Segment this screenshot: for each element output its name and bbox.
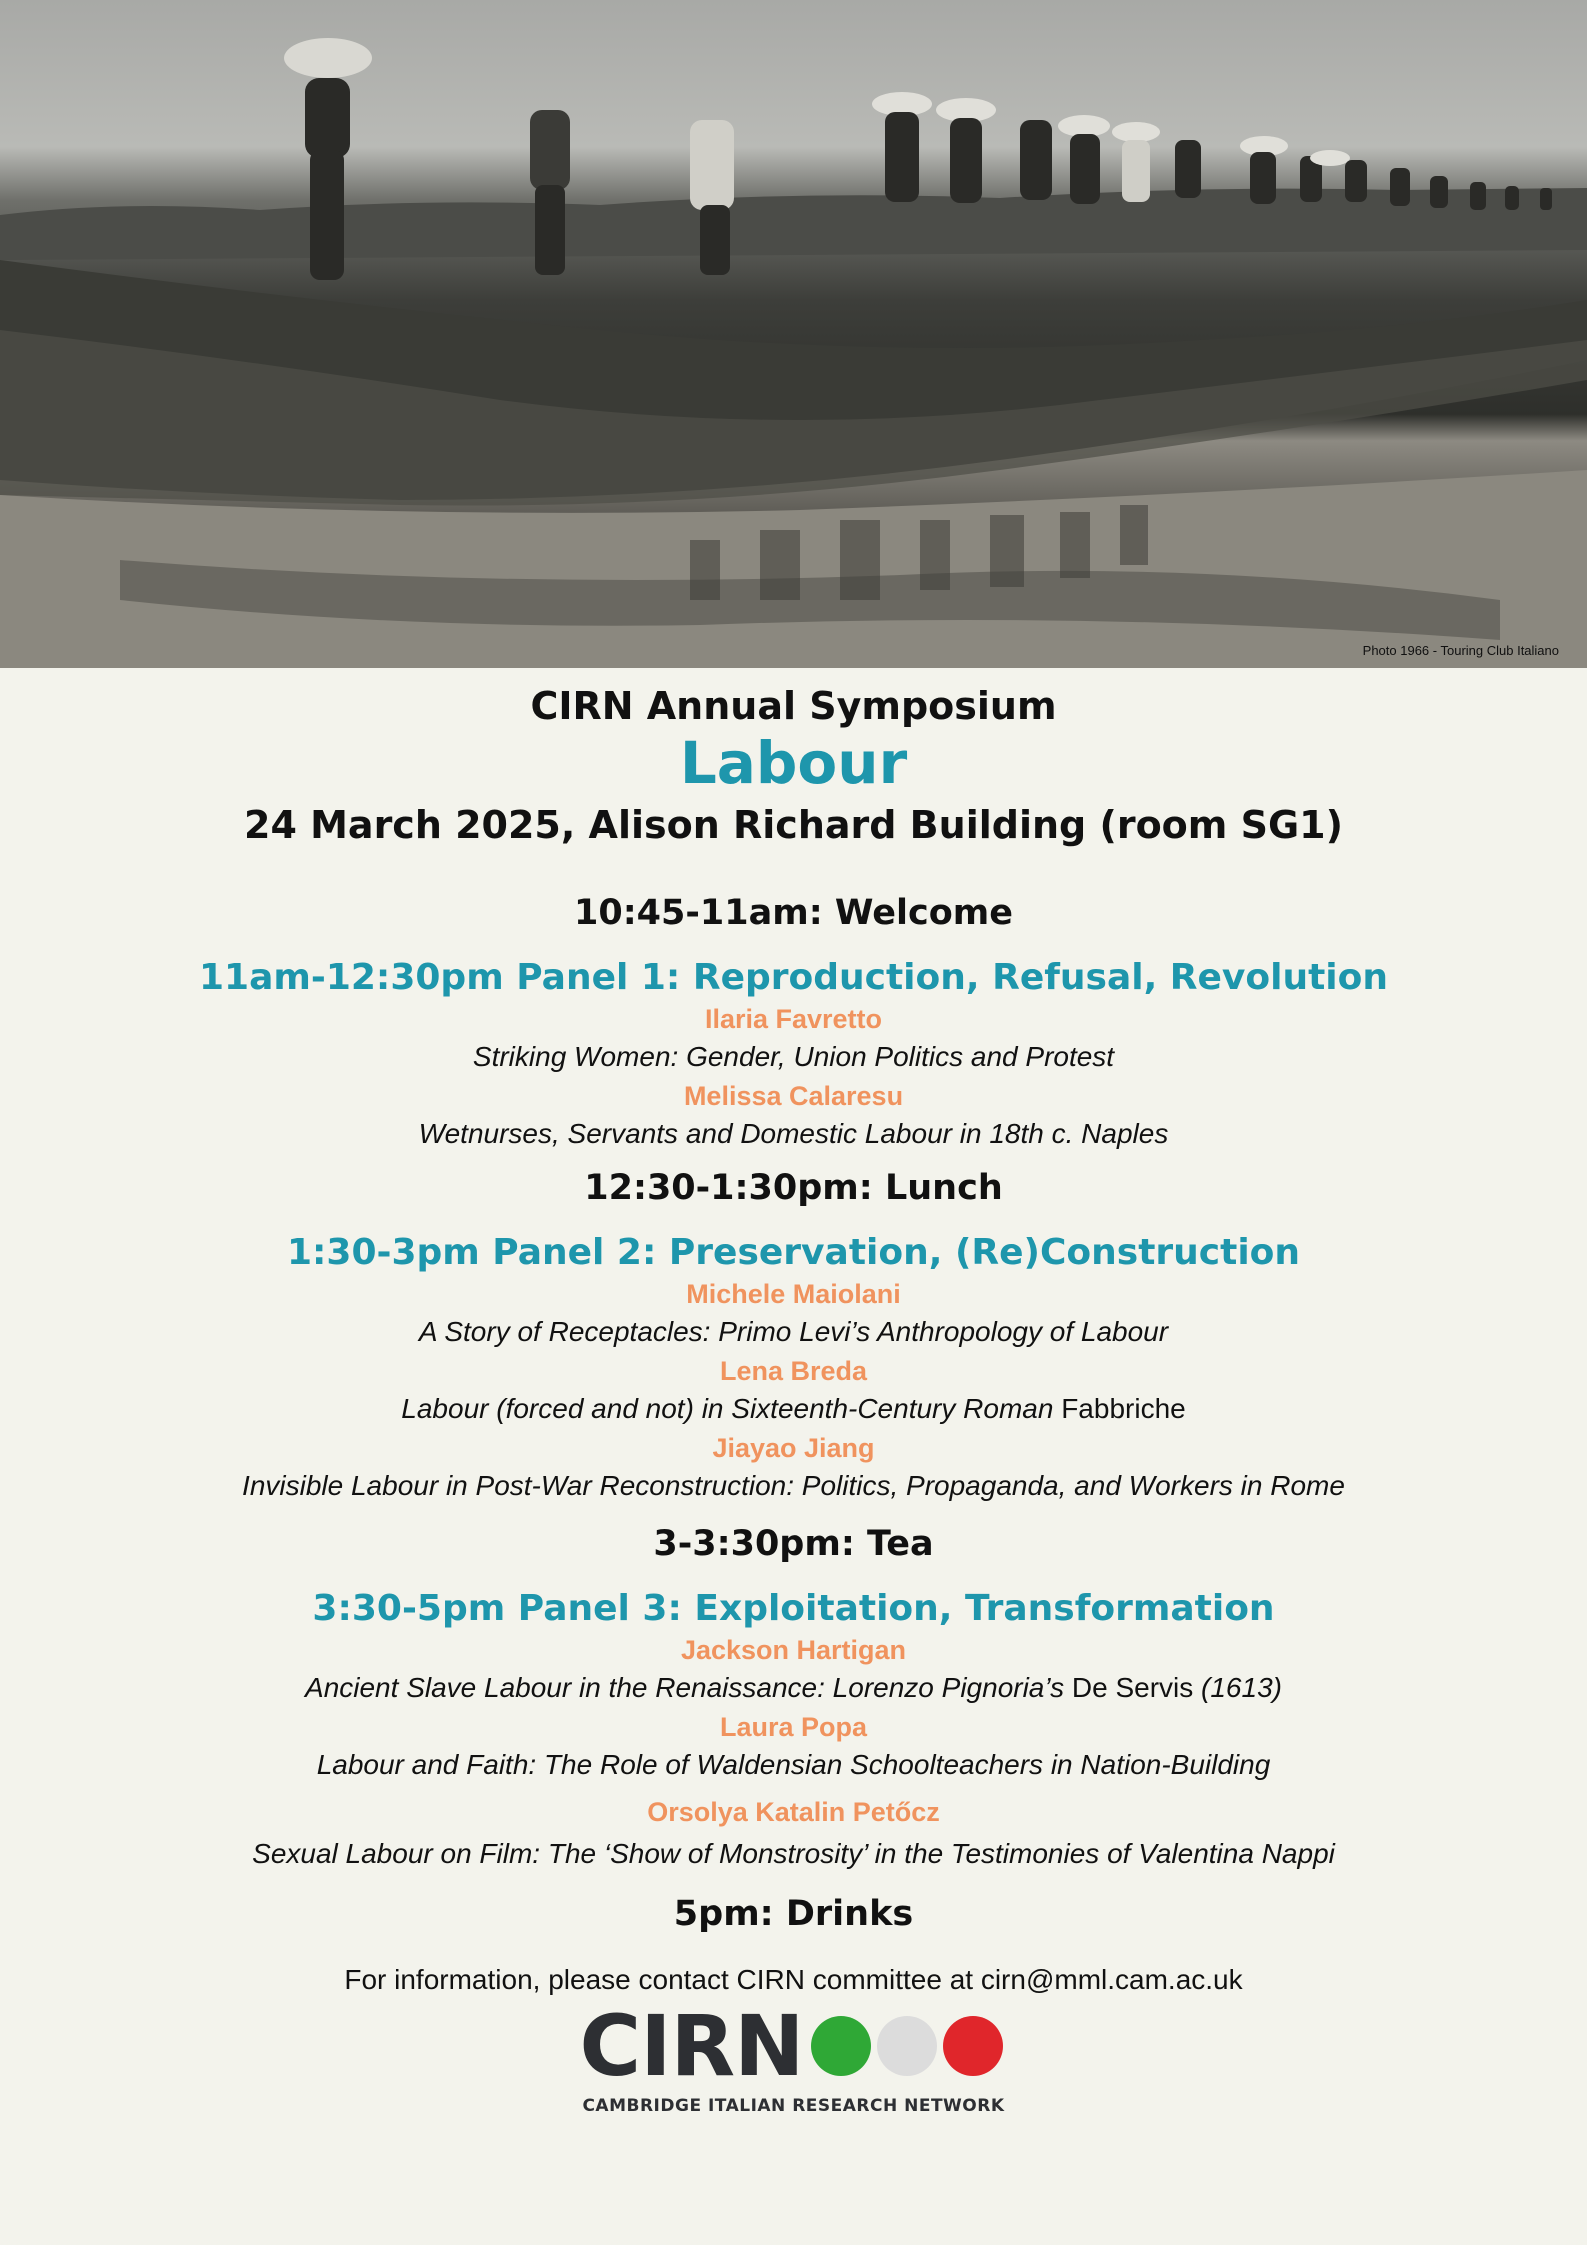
lunch-slot: 12:30-1:30pm: Lunch [584, 1167, 1003, 1208]
contact-line: For information, please contact CIRN committee at cirn@mml.cam.ac.uk [344, 1963, 1243, 1995]
photo-credit: Photo 1966 - Touring Club Italiano [1362, 643, 1559, 658]
speaker-name: Jackson Hartigan [680, 1634, 907, 1665]
talk-title: Wetnurses, Servants and Domestic Labour in 18th c. Naples [418, 1117, 1169, 1149]
talk-title-roman: De Servis [1071, 1671, 1194, 1703]
welcome-slot: 10:45-11am: Welcome [573, 892, 1013, 933]
event-program [0, 684, 1587, 2116]
talk-title-italic: Ancient Slave Labour in the Renaissance: Lorenzo Pignoria’s [305, 1671, 1065, 1703]
speaker-name: Melissa Calaresu [683, 1080, 904, 1111]
flag-dot-green [811, 2016, 871, 2076]
italian-flag-dots-icon [807, 2011, 1007, 2081]
speaker-name: Laura Popa [719, 1711, 868, 1742]
talk-title: Labour and Faith: The Role of Waldensian Schoolteachers in Nation-Building [316, 1748, 1271, 1780]
speaker-name: Ilaria Favretto [704, 1003, 883, 1034]
talk-title: Invisible Labour in Post-War Reconstruction: Politics, Propaganda, and Workers in Rome [242, 1469, 1345, 1501]
speaker-name: Lena Breda [719, 1355, 868, 1386]
flag-dot-red [943, 2016, 1003, 2076]
speaker-name: Jiayao Jiang [712, 1432, 875, 1463]
talk-title-roman: Fabbriche [1061, 1392, 1186, 1424]
panel-3-title: 3:30-5pm Panel 3: Exploitation, Transformation [312, 1587, 1275, 1629]
panel-1-title: 11am-12:30pm Panel 1: Reproduction, Refusal, Revolution [198, 956, 1389, 998]
date-venue: 24 March 2025, Alison Richard Building (room SG1) [244, 802, 1343, 847]
logo-tagline: CAMBRIDGE ITALIAN RESEARCH NETWORK [582, 2095, 1005, 2116]
talk-title [0, 1393, 1587, 1425]
speaker-name: Michele Maiolani [686, 1278, 901, 1309]
panel-2-title: 1:30-3pm Panel 2: Preservation, (Re)Construction [286, 1231, 1301, 1273]
speaker-name: Orsolya Katalin Petőcz [647, 1796, 940, 1827]
drinks-slot: 5pm: Drinks [673, 1893, 914, 1934]
talk-title [0, 1672, 1587, 1704]
logo-word: CIRN [579, 1996, 804, 2095]
talk-title: A Story of Receptacles: Primo Levi’s Anthropology of Labour [418, 1315, 1169, 1347]
symposium-title: CIRN Annual Symposium [530, 684, 1057, 728]
theme-title: Labour [679, 729, 908, 797]
tea-slot: 3-3:30pm: Tea [653, 1523, 934, 1564]
flag-dot-white [877, 2016, 937, 2076]
talk-title: Sexual Labour on Film: The ‘Show of Monstrosity’ in the Testimonies of Valentina Nappi [252, 1837, 1335, 1869]
talk-title-tail: (1613) [1201, 1671, 1282, 1703]
talk-title: Striking Women: Gender, Union Politics and Protest [472, 1040, 1115, 1072]
talk-title-italic: Labour (forced and not) in Sixteenth-Century Roman [401, 1392, 1054, 1424]
header-photo [0, 0, 1587, 668]
cirn-logo [0, 1996, 1587, 2095]
rice-workers-photo [0, 0, 1587, 668]
